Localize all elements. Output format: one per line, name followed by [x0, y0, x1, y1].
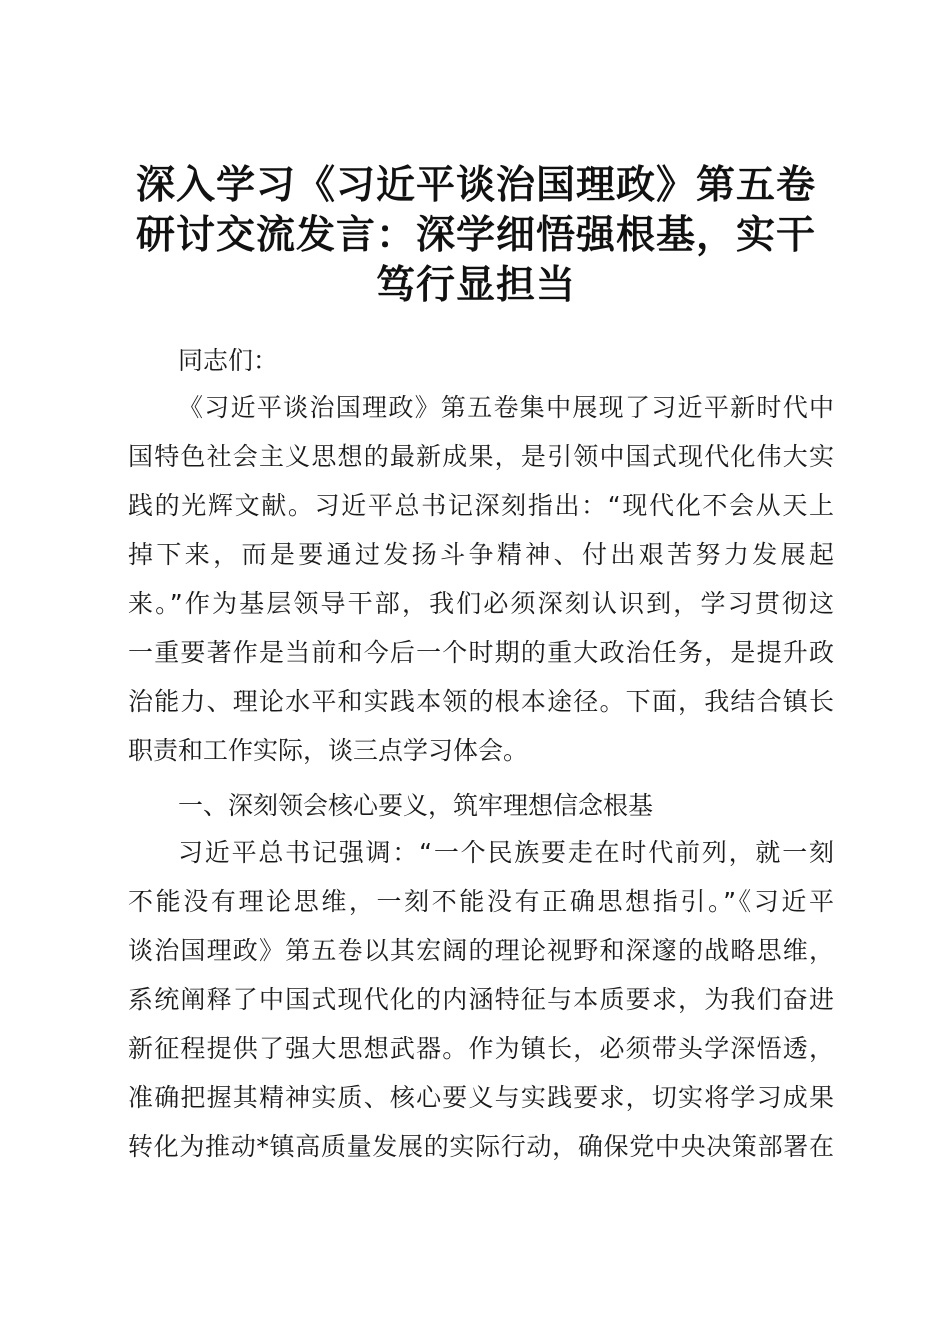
paragraph-line: 习近平总书记强调：“一个民族要走在时代前列，就一刻 [178, 838, 834, 867]
paragraph-line: 不能没有理论思维，一刻不能没有正确思想指引。”《习近平 [128, 887, 834, 916]
section-heading-text: 一、深刻领会核心要义，筑牢理想信念根基 [178, 791, 654, 820]
paragraph-line: 系统阐释了中国式现代化的内涵特征与本质要求，为我们奋进 [128, 985, 834, 1014]
paragraph-line: 国特色社会主义思想的最新成果，是引领中国式现代化伟大实 [128, 442, 834, 471]
greeting-paragraph [128, 336, 834, 385]
paragraph-line: 《习近平谈治国理政》第五卷集中展现了习近平新时代中 [178, 393, 834, 422]
paragraph-line: 职责和工作实际，谈三点学习体会。 [128, 736, 529, 765]
paragraph-line: 谈治国理政》第五卷以其宏阔的理论视野和深邃的战略思维， [128, 936, 834, 965]
paragraph-line: 新征程提供了强大思想武器。作为镇长，必须带头学深悟透， [128, 1034, 834, 1063]
paragraph-line: 准确把握其精神实质、核心要义与实践要求，切实将学习成果 [128, 1083, 834, 1112]
paragraph-line: 一重要著作是当前和今后一个时期的重大政治任务，是提升政 [128, 638, 834, 667]
paragraph-line: 治能力、理论水平和实践本领的根本途径。下面，我结合镇长 [128, 687, 834, 716]
document-title [118, 160, 834, 310]
paragraph-line: 践的光辉文献。习近平总书记深刻指出：“现代化不会从天上 [128, 491, 834, 520]
title-line: 研讨交流发言：深学细悟强根基，实干 [135, 212, 816, 258]
paragraph-line: 掉下来，而是要通过发扬斗争精神、付出艰苦努力发展起 [128, 540, 834, 569]
paragraph-line: 来。”作为基层领导干部，我们必须深刻认识到，学习贯彻这 [128, 589, 834, 618]
paragraph-line: 转化为推动*镇高质量发展的实际行动，确保党中央决策部署在 [128, 1132, 834, 1161]
title-line: 深入学习《习近平谈治国理政》第五卷 [135, 162, 816, 208]
title-line: 笃行显担当 [375, 262, 576, 308]
paragraph-section-1 [128, 828, 834, 1171]
greeting-line: 同志们： [178, 346, 279, 375]
section-heading-1 [128, 781, 834, 830]
paragraph-intro [128, 383, 834, 775]
